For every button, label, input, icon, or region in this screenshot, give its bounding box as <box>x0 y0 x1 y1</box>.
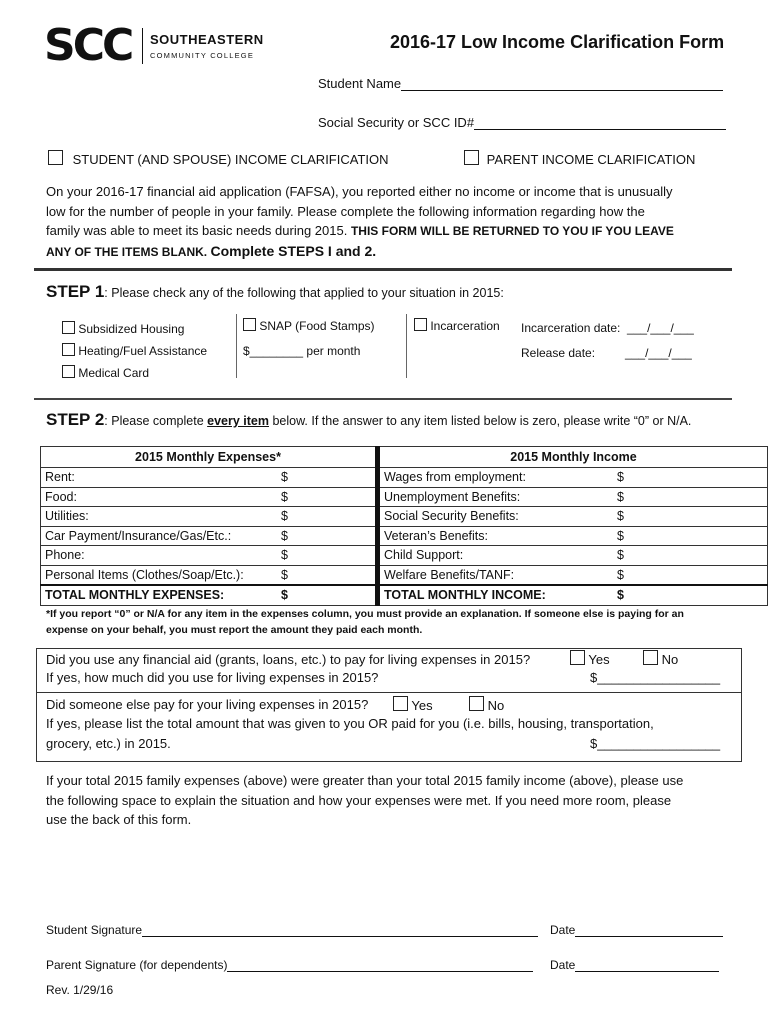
step2-heading <box>46 410 691 430</box>
parent-signature-label: Parent Signature (for dependents) <box>46 958 228 972</box>
dollar-sign: $ <box>281 470 288 485</box>
student-signature-field[interactable] <box>142 922 538 937</box>
release-date[interactable]: Release date: ___/___/___ <box>521 346 692 360</box>
table-row <box>41 507 768 527</box>
intro-line-3: family was able to meet its basic needs during 2015. <box>46 223 351 238</box>
heating-assistance-label: Heating/Fuel Assistance <box>78 344 208 358</box>
incarceration-checkbox[interactable] <box>414 318 427 331</box>
parent-signature-field[interactable] <box>227 957 533 972</box>
someone-else-question: Did someone else pay for your living expenses in 2015? <box>46 697 369 712</box>
student-clarification-label: STUDENT (AND SPOUSE) INCOME CLARIFICATION <box>72 152 389 167</box>
student-name-input[interactable] <box>401 76 723 91</box>
total-expenses-amount[interactable] <box>277 585 378 605</box>
step1-label: STEP 1 <box>46 282 105 301</box>
explain-line-3: use the back of this form. <box>46 812 192 827</box>
return-warning: THIS FORM WILL BE RETURNED TO YOU IF YOU LEAVE <box>350 224 674 238</box>
student-clarification-checkbox[interactable] <box>48 150 63 165</box>
someone-else-amount[interactable]: $_________________ <box>590 736 721 751</box>
explain-line-1: If your total 2015 family expenses (above) were greater than your total 2015 family income (above), please use <box>46 773 684 788</box>
someone-else-yes-checkbox[interactable] <box>393 696 408 711</box>
heating-assistance-checkbox[interactable] <box>62 343 75 356</box>
table-row <box>41 468 768 488</box>
parent-date-label: Date <box>550 958 576 972</box>
income-amount[interactable] <box>613 487 768 507</box>
parent-clarification-option[interactable] <box>464 150 695 167</box>
complete-steps-note: Complete STEPS I and 2. <box>210 242 377 259</box>
income-label: Wages from employment: <box>378 468 614 488</box>
parent-clarification-label: PARENT INCOME CLARIFICATION <box>486 152 696 167</box>
medical-card-checkbox[interactable] <box>62 365 75 378</box>
table-row <box>41 546 768 566</box>
step1-instructions: : Please check any of the following that applied to your situation in 2015: <box>104 286 504 300</box>
step-divider <box>34 398 732 400</box>
dollar-sign: $ <box>281 528 288 543</box>
financial-aid-followup: If yes, how much did you use for living expenses in 2015? <box>46 670 379 685</box>
expense-amount[interactable] <box>277 487 378 507</box>
dollar-sign: $ <box>617 588 624 603</box>
someone-else-no-checkbox[interactable] <box>469 696 484 711</box>
snap-label: SNAP (Food Stamps) <box>259 319 375 333</box>
form-title: 2016-17 Low Income Clarification Form <box>390 32 725 52</box>
someone-else-yes-label: Yes <box>411 698 433 713</box>
scc-logo: SCC <box>44 20 132 71</box>
incarceration-option[interactable] <box>414 318 500 333</box>
medical-card-option[interactable] <box>62 362 207 384</box>
subsidized-housing-checkbox[interactable] <box>62 321 75 334</box>
ssn-id-row <box>318 115 726 130</box>
income-amount[interactable] <box>613 468 768 488</box>
income-label: Unemployment Benefits: <box>378 487 614 507</box>
explain-line-2: the following space to explain the situation and how your expenses were met. If you need more room, please <box>46 792 672 808</box>
someone-else-no-label: No <box>487 698 505 713</box>
financial-aid-no-label: No <box>661 652 679 667</box>
footnote-line-1: *If you report “0” or N/A for any item in the expenses column, you must provide an explanation. If someone else is paying for an <box>46 608 684 620</box>
financial-aid-question: Did you use any financial aid (grants, loans, etc.) to pay for living expenses in 2015? <box>46 652 531 667</box>
dollar-sign: $ <box>617 548 624 563</box>
someone-else-yes-option[interactable] <box>393 696 433 713</box>
student-name-label: Student Name <box>318 76 402 91</box>
subsidized-housing-label: Subsidized Housing <box>78 322 185 336</box>
financial-aid-amount[interactable]: $_________________ <box>590 670 721 685</box>
revision-date: Rev. 1/29/16 <box>46 983 114 997</box>
parent-clarification-checkbox[interactable] <box>464 150 479 165</box>
dollar-sign: $ <box>281 588 288 603</box>
dollar-sign: $ <box>617 489 624 504</box>
intro-line-1: On your 2016-17 financial aid application (FAFSA), you reported either no income or income that is unusually <box>46 184 673 199</box>
expense-label: Personal Items (Clothes/Soap/Etc.): <box>41 565 278 585</box>
total-income-label: TOTAL MONTHLY INCOME: <box>378 585 614 605</box>
finance-table <box>40 446 768 606</box>
student-clarification-option[interactable] <box>48 150 389 167</box>
financial-aid-yes-option[interactable] <box>570 650 610 667</box>
intro-paragraph <box>46 182 746 262</box>
dollar-sign: $ <box>617 528 624 543</box>
financial-aid-yes-label: Yes <box>588 652 610 667</box>
expense-amount[interactable] <box>277 468 378 488</box>
dollar-sign: $ <box>617 470 624 485</box>
parent-date-field[interactable] <box>575 957 719 972</box>
table-total-row <box>41 585 768 605</box>
total-income-amount[interactable] <box>613 585 768 605</box>
someone-else-no-option[interactable] <box>469 696 504 713</box>
income-label: Social Security Benefits: <box>378 507 614 527</box>
explanation-instructions <box>46 771 756 830</box>
blank-warning: ANY OF THE ITEMS BLANK. <box>46 244 211 259</box>
step2-instructions-c: below. If the answer to any item listed below is zero, please write “0” or N/A. <box>268 414 692 428</box>
incarceration-date[interactable]: Incarceration date: ___/___/___ <box>521 321 694 335</box>
total-expenses-label: TOTAL MONTHLY EXPENSES: <box>41 585 278 605</box>
dollar-sign: $ <box>281 548 288 563</box>
income-amount[interactable] <box>613 526 768 546</box>
financial-aid-yes-checkbox[interactable] <box>570 650 585 665</box>
step1-heading <box>46 282 504 302</box>
student-signature-row <box>46 922 538 937</box>
medical-card-label: Medical Card <box>78 366 150 380</box>
step1-divider-2 <box>406 314 407 378</box>
table-row <box>41 526 768 546</box>
dollar-sign: $ <box>617 509 624 524</box>
dollar-sign: $ <box>281 509 288 524</box>
student-date-row <box>550 922 723 937</box>
expense-label: Rent: <box>41 468 278 488</box>
explanation-space[interactable] <box>46 836 746 912</box>
income-amount[interactable] <box>613 546 768 566</box>
student-date-field[interactable] <box>575 922 723 937</box>
expense-amount[interactable] <box>277 565 378 585</box>
someone-else-followup-2: grocery, etc.) in 2015. <box>46 736 171 751</box>
step1-assistance-list <box>62 318 207 384</box>
step2-label: STEP 2 <box>46 410 105 429</box>
snap-checkbox[interactable] <box>243 318 256 331</box>
subsidized-housing-option[interactable] <box>62 318 207 340</box>
logo-divider <box>142 28 143 64</box>
incarceration-label: Incarceration <box>430 319 500 333</box>
table-row <box>41 565 768 585</box>
step1-divider-1 <box>236 314 237 378</box>
step2-every-item: every item <box>207 414 269 428</box>
college-name: SOUTHEASTERN <box>150 32 264 47</box>
expenses-footnote <box>46 606 746 638</box>
snap-amount[interactable]: $________ per month <box>243 344 361 358</box>
intro-line-2: low for the number of people in your family. Please complete the following information regarding how the <box>46 203 645 219</box>
parent-date-row <box>550 957 719 972</box>
section-divider <box>34 268 732 271</box>
questions-divider <box>36 692 742 693</box>
expenses-header: 2015 Monthly Expenses* <box>41 447 378 468</box>
student-signature-label: Student Signature <box>46 923 143 937</box>
snap-option[interactable] <box>243 318 375 333</box>
someone-else-followup-1: If yes, please list the total amount that was given to you OR paid for you (i.e. bills, housing, transportation, <box>46 716 654 731</box>
income-amount[interactable] <box>613 507 768 527</box>
financial-aid-no-option[interactable] <box>643 650 678 667</box>
table-row <box>41 487 768 507</box>
income-header: 2015 Monthly Income <box>378 447 768 468</box>
expense-label: Food: <box>41 487 278 507</box>
expense-label: Phone: <box>41 546 278 566</box>
dollar-sign: $ <box>617 567 624 582</box>
expense-label: Car Payment/Insurance/Gas/Etc.: <box>41 526 278 546</box>
heating-assistance-option[interactable] <box>62 340 207 362</box>
income-label: Veteran’s Benefits: <box>378 526 614 546</box>
footnote-line-2: expense on your behalf, you must report the amount they paid each month. <box>46 624 423 636</box>
ssn-id-input[interactable] <box>474 115 726 130</box>
income-amount[interactable] <box>613 565 768 585</box>
student-name-row <box>318 76 723 91</box>
parent-signature-row <box>46 957 533 972</box>
income-label: Welfare Benefits/TANF: <box>378 565 614 585</box>
expense-amount[interactable] <box>277 526 378 546</box>
expense-amount[interactable] <box>277 507 378 527</box>
student-date-label: Date <box>550 923 576 937</box>
expense-amount[interactable] <box>277 546 378 566</box>
college-subtitle: COMMUNITY COLLEGE <box>150 51 255 60</box>
ssn-id-label: Social Security or SCC ID# <box>318 115 475 130</box>
dollar-sign: $ <box>281 567 288 582</box>
expense-label: Utilities: <box>41 507 278 527</box>
financial-aid-no-checkbox[interactable] <box>643 650 658 665</box>
table-header-row <box>41 447 768 468</box>
step2-instructions-a: : Please complete <box>104 414 208 428</box>
income-label: Child Support: <box>378 546 614 566</box>
dollar-sign: $ <box>281 489 288 504</box>
